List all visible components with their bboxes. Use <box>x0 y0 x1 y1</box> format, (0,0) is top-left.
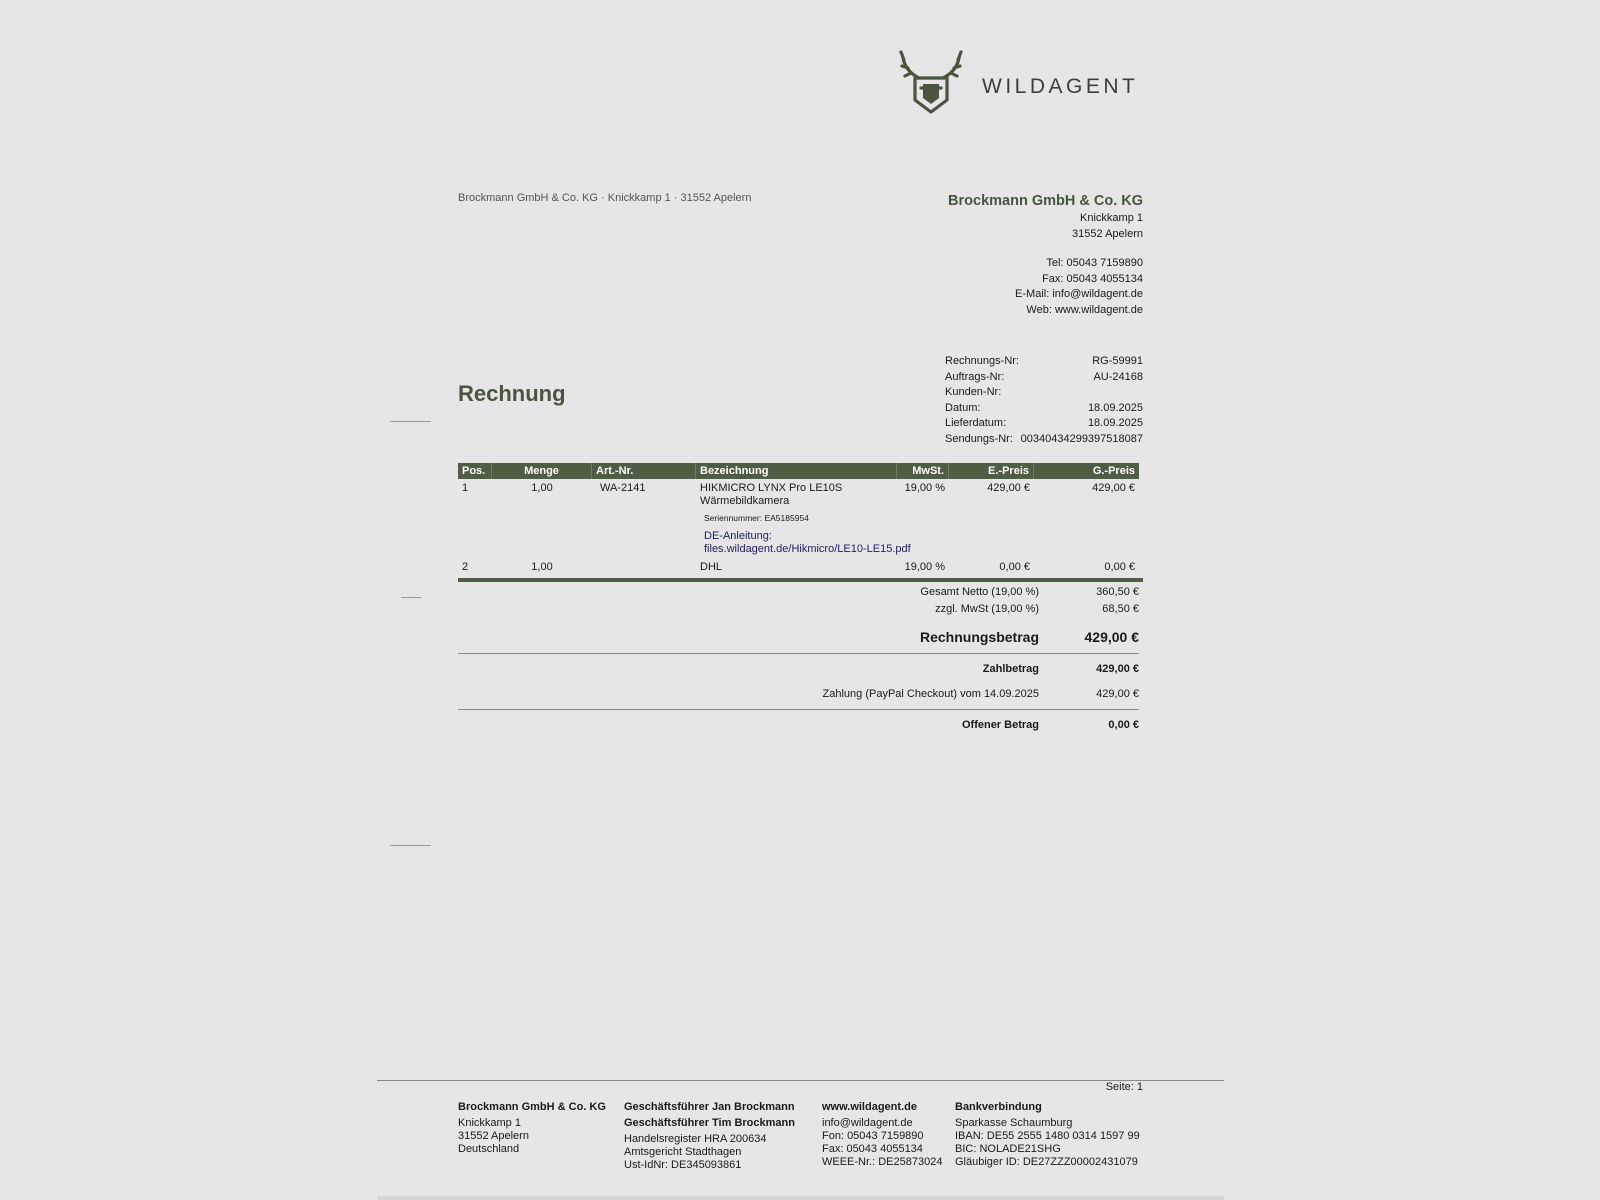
cell-g-preis: 0,00 € <box>1104 561 1135 573</box>
divider <box>458 709 1139 710</box>
offener-betrag-row <box>458 717 1139 733</box>
item-name: HIKMICRO LYNX Pro LE10S <box>700 482 843 494</box>
footer-register: Handelsregister HRA 200634 <box>624 1133 767 1145</box>
netto-value: 360,50 € <box>1096 586 1139 598</box>
line-items-table <box>458 463 1139 574</box>
company-logo <box>899 48 1144 120</box>
totals-section <box>458 584 1139 647</box>
meta-row <box>945 416 1143 432</box>
meta-label: Sendungs-Nr: <box>945 432 1013 445</box>
cell-menge: 1,00 <box>531 561 553 573</box>
offener-betrag-section <box>458 717 1139 733</box>
item-serial-number: Seriennummer: EA5185954 <box>704 513 809 523</box>
meta-label: Kunden-Nr: <box>945 386 1002 399</box>
footer-fax: Fax: 05043 4055134 <box>822 1143 923 1155</box>
meta-value: 00340434299397518087 <box>1020 432 1143 445</box>
company-fax: Fax: 05043 4055134 <box>1042 272 1143 285</box>
meta-row <box>945 354 1143 370</box>
footer-city: 31552 Apelern <box>458 1130 529 1142</box>
netto-label: Gesamt Netto (19,00 %) <box>920 586 1039 598</box>
meta-value: RG-59991 <box>1092 355 1143 367</box>
meta-label: Rechnungs-Nr: <box>945 355 1019 367</box>
header-e-preis: E.-Preis <box>949 463 1034 479</box>
rechnungsbetrag-value: 429,00 € <box>1084 629 1139 645</box>
zahlbetrag-label: Zahlbetrag <box>982 663 1039 675</box>
cell-e-preis: 0,00 € <box>999 561 1030 573</box>
table-row <box>458 558 1139 574</box>
footer-rule <box>377 1080 1224 1081</box>
fold-mark <box>390 845 431 846</box>
cell-bezeichnung <box>696 479 911 556</box>
fold-mark <box>390 421 431 422</box>
footer-company <box>458 1101 606 1156</box>
invoice-meta <box>945 354 1143 448</box>
mwst-value: 68,50 € <box>1102 603 1139 615</box>
sender-address-line: Brockmann GmbH & Co. KG · Knickkamp 1 · 31552 Apelern <box>458 192 752 204</box>
cell-bezeichnung: DHL <box>700 561 723 573</box>
meta-label: Auftrags-Nr: <box>945 370 1005 383</box>
footer-website[interactable]: www.wildagent.de <box>822 1101 917 1113</box>
total-row-rechnungsbetrag <box>458 627 1139 647</box>
footer-bank-name: Sparkasse Schaumburg <box>955 1117 1073 1129</box>
footer-email[interactable]: info@wildagent.de <box>822 1117 913 1129</box>
meta-value: 18.09.2025 <box>1087 417 1143 430</box>
meta-row <box>945 432 1143 448</box>
page-number: Seite: 1 <box>1105 1081 1143 1093</box>
punch-mark <box>401 597 421 598</box>
meta-row <box>945 370 1143 386</box>
header-art-nr: Art.-Nr. <box>592 463 696 479</box>
company-web: Web: www.wildagent.de <box>1026 303 1143 316</box>
footer-bank <box>955 1101 1140 1169</box>
company-name: Brockmann GmbH & Co. KG <box>948 193 1143 209</box>
meta-row <box>945 401 1143 417</box>
manual-link-url[interactable]: files.wildagent.de/Hikmicro/LE10-LE15.pdf <box>704 543 911 555</box>
zahlung-row <box>458 686 1139 702</box>
zahlbetrag-row <box>458 661 1139 677</box>
header-pos: Pos. <box>458 463 492 479</box>
payment-section <box>458 661 1139 702</box>
cell-menge: 1,00 <box>531 482 553 494</box>
cell-art-nr <box>592 558 696 574</box>
cell-pos: 1 <box>462 482 469 494</box>
footer-creditor-id: Gläubiger ID: DE27ZZZ00002431079 <box>955 1156 1138 1168</box>
zahlung-value: 429,00 € <box>1096 688 1139 700</box>
logo-text: WILDAGENT <box>982 75 1139 98</box>
footer-court: Amtsgericht Stadthagen <box>624 1146 742 1158</box>
divider <box>458 653 1139 654</box>
header-bezeichnung: Bezeichnung <box>696 463 897 479</box>
table-bottom-rule <box>458 578 1143 582</box>
rechnungsbetrag-label: Rechnungsbetrag <box>919 629 1039 645</box>
company-email: E-Mail: info@wildagent.de <box>1015 288 1143 300</box>
table-header <box>458 463 1139 479</box>
header-mwst: MwSt. <box>897 463 949 479</box>
company-street: Knickkamp 1 <box>1080 212 1143 224</box>
footer-ceo-1: Geschäftsführer Jan Brockmann <box>624 1101 795 1113</box>
table-row <box>458 479 1139 556</box>
total-row-mwst <box>458 601 1139 618</box>
meta-value: AU-24168 <box>1093 370 1143 383</box>
header-menge: Menge <box>492 463 592 479</box>
zahlung-label: Zahlung (PayPal Checkout) vom 14.09.2025 <box>822 688 1039 700</box>
company-contact-block <box>948 192 1143 318</box>
footer-phone: Fon: 05043 7159890 <box>822 1130 924 1142</box>
footer-iban: IBAN: DE55 2555 1480 0314 1597 99 <box>955 1130 1140 1142</box>
page-bottom-edge <box>377 1196 1224 1200</box>
cell-g-preis: 429,00 € <box>1092 482 1135 494</box>
company-tel: Tel: 05043 7159890 <box>1046 257 1143 269</box>
footer-ceo-2: Geschäftsführer Tim Brockmann <box>624 1117 795 1129</box>
footer-company-name: Brockmann GmbH & Co. KG <box>458 1101 606 1113</box>
mwst-label: zzgl. MwSt (19,00 %) <box>935 603 1039 615</box>
zahlbetrag-value: 429,00 € <box>1096 663 1139 675</box>
meta-label: Datum: <box>945 401 981 414</box>
offener-betrag-value: 0,00 € <box>1108 719 1139 731</box>
document-title: Rechnung <box>458 381 566 406</box>
header-g-preis: G.-Preis <box>1092 465 1135 477</box>
footer-country: Deutschland <box>458 1143 520 1155</box>
cell-pos: 2 <box>462 561 469 573</box>
footer-weee: WEEE-Nr.: DE25873024 <box>822 1156 943 1168</box>
meta-label: Lieferdatum: <box>945 417 1007 430</box>
company-city: 31552 Apelern <box>1072 227 1143 240</box>
footer-bic: BIC: NOLADE21SHG <box>955 1143 1061 1155</box>
meta-value: 18.09.2025 <box>1087 401 1143 414</box>
deer-antler-shield-icon <box>899 48 963 118</box>
cell-mwst: 19,00 % <box>904 561 945 573</box>
cell-art-nr: WA-2141 <box>600 482 646 494</box>
cell-e-preis: 429,00 € <box>987 482 1030 494</box>
meta-row <box>945 385 1143 401</box>
footer-contact <box>822 1101 942 1169</box>
footer-management <box>624 1101 795 1172</box>
footer-bank-title: Bankverbindung <box>955 1101 1042 1113</box>
total-row-netto <box>458 584 1139 601</box>
offener-betrag-label: Offener Betrag <box>961 719 1039 731</box>
manual-link-label[interactable]: DE-Anleitung: <box>704 530 772 542</box>
cell-mwst: 19,00 % <box>904 482 945 494</box>
footer-street: Knickkamp 1 <box>458 1117 521 1129</box>
item-subtitle: Wärmebildkamera <box>700 495 790 507</box>
footer-vat-id: Ust-IdNr: DE345093861 <box>624 1159 742 1171</box>
